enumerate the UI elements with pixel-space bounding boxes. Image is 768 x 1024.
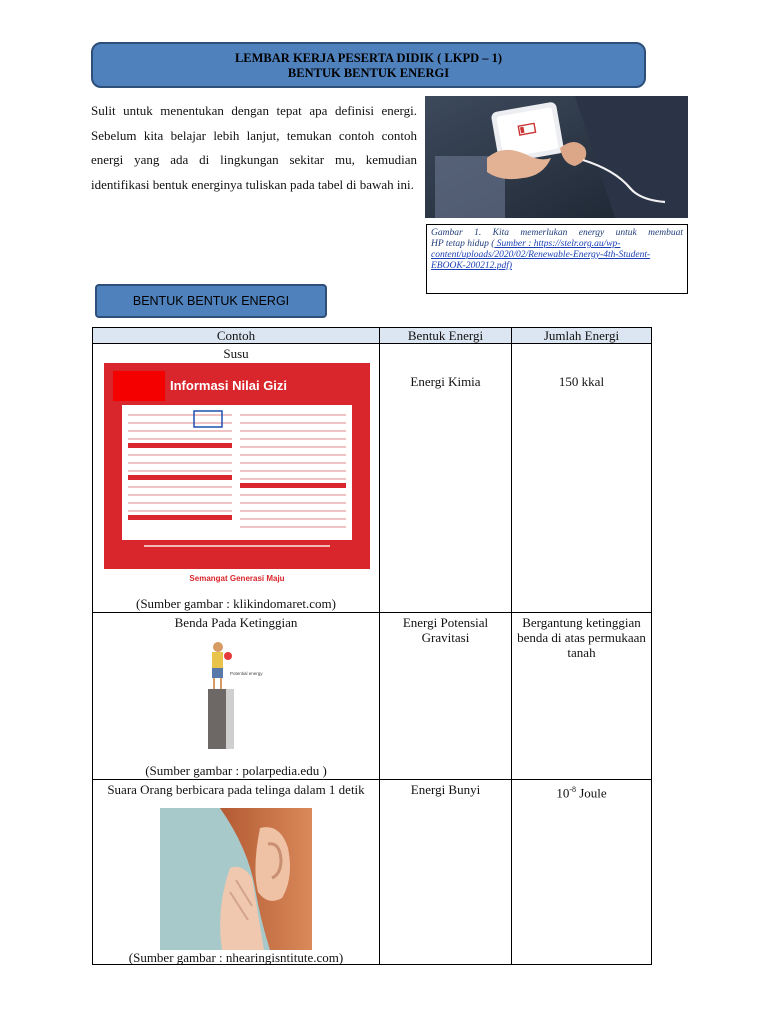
energy-table <box>92 327 652 965</box>
energy-form: Energi Kimia <box>410 374 481 389</box>
table-row <box>93 613 652 780</box>
cell-jumlah-energi <box>512 613 652 780</box>
header-contoh: Contoh <box>93 328 380 344</box>
nutrition-label-image <box>104 363 370 595</box>
nutrition-footer-text: Semangat Generasi Maju <box>189 574 285 583</box>
example-name: Benda Pada Ketinggian <box>174 615 298 630</box>
caption-line-1: Gambar 1. Kita memerlukan energy untuk membuat <box>431 228 683 238</box>
nutrition-footer-band <box>104 569 370 595</box>
header-bentuk-energi: Bentuk Energi <box>380 328 512 344</box>
table-row <box>93 344 652 613</box>
cell-contoh <box>93 780 380 965</box>
phone-charging-photo <box>425 96 688 218</box>
cell-jumlah-energi <box>512 344 652 613</box>
table-row <box>93 780 652 965</box>
caption-prefix: HP tetap hidup ( <box>431 239 495 249</box>
cell-jumlah-energi <box>512 780 652 965</box>
energy-amount-exponent: -8 <box>569 785 576 794</box>
label-fine-print <box>144 545 330 547</box>
cell-bentuk-energi <box>380 613 512 780</box>
table-header-row <box>93 328 652 344</box>
energy-form: Energi Potensial Gravitasi <box>402 615 489 645</box>
header-line-2: BENTUK BENTUK ENERGI <box>287 66 450 80</box>
header-line-1: LEMBAR KERJA PESERTA DIDIK ( LKPD – 1) <box>234 51 503 65</box>
cell-contoh <box>93 613 380 780</box>
cell-bentuk-energi <box>380 780 512 965</box>
label-logo-block <box>113 371 165 401</box>
cell-bentuk-energi <box>380 344 512 613</box>
image-source: (Sumber gambar : klikindomaret.com) <box>135 596 336 611</box>
nutrition-facts-panel <box>122 405 352 540</box>
worksheet-header <box>91 42 646 88</box>
energy-form: Energi Bunyi <box>410 782 481 797</box>
nutrition-label-title: Informasi Nilai Gizi <box>170 378 288 393</box>
example-name: Susu <box>223 346 249 361</box>
figure-caption <box>426 224 688 294</box>
energy-amount-unit: Joule <box>575 785 607 801</box>
section-title: BENTUK BENTUK ENERGI <box>95 284 327 318</box>
caption-line-2 <box>431 239 683 272</box>
image-source: (Sumber gambar : polarpedia.edu ) <box>145 763 327 778</box>
example-name: Suara Orang berbicara pada telinga dalam 1 detik <box>107 782 365 797</box>
potential-energy-label: Potential energy <box>230 671 263 676</box>
potential-energy-illustration <box>198 639 268 749</box>
caption-source-link[interactable]: Sumber : https://stelr.org.au/wp-content/uploads/2020/02/Renewable-Energy-4th-Student-EBOOK-200212.pdf) <box>431 239 651 271</box>
energy-amount-base: 10 <box>556 785 570 801</box>
intro-paragraph: Sulit untuk menentukan dengan tepat apa definisi energi. Sebelum kita belajar lebih lanjut, temukan contoh contoh energi yang ada di lingkungan sekitar mu, kemudian identifikasi bentuk energinya tuliskan pada tabel di bawah ini. <box>91 103 417 192</box>
energy-amount <box>512 780 651 800</box>
cell-contoh <box>93 344 380 613</box>
header-jumlah-energi: Jumlah Energi <box>512 328 652 344</box>
energy-amount: 150 kkal <box>558 374 605 389</box>
energy-amount: Bergantung ketinggian benda di atas permukaan tanah <box>517 615 646 660</box>
ear-listening-photo <box>160 808 312 950</box>
image-source: (Sumber gambar : nhearingisntitute.com) <box>128 950 344 965</box>
